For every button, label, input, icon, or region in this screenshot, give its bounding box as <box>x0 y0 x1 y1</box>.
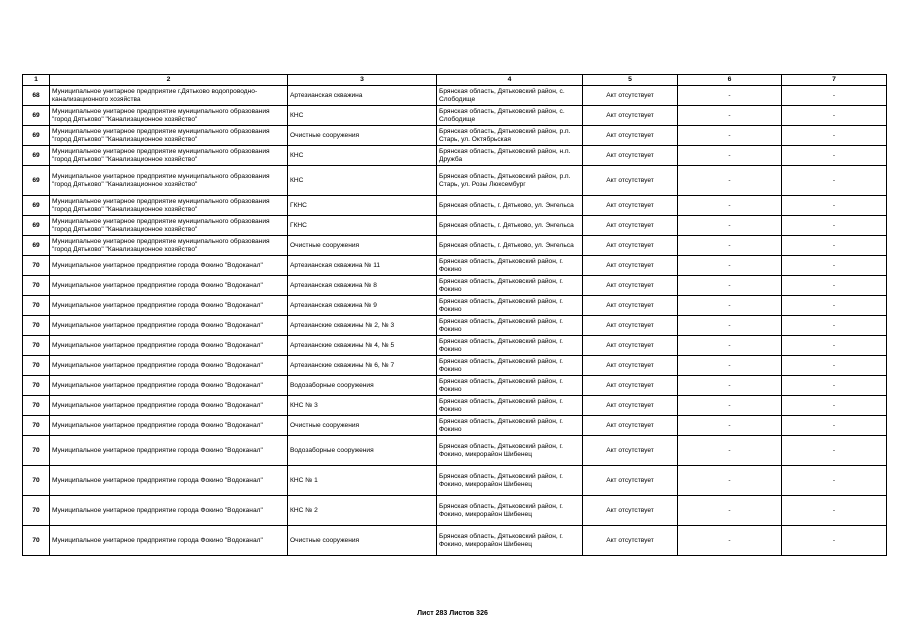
col7-value: - <box>782 436 887 466</box>
object-address: Брянская область, Дятьковский район, г. Фокино <box>437 336 583 356</box>
act-status: Акт отсутствует <box>583 376 678 396</box>
act-status: Акт отсутствует <box>583 496 678 526</box>
object-address: Брянская область, г. Дятьково, ул. Энгельса <box>437 216 583 236</box>
organization-name: Муниципальное унитарное предприятие города Фокино "Водоканал" <box>50 416 288 436</box>
object-name: ГКНС <box>288 216 437 236</box>
col6-value: - <box>678 376 782 396</box>
col7-value: - <box>782 316 887 336</box>
organization-name: Муниципальное унитарное предприятие муниципального образования "город Дятьково" "Канализационное хозяйство" <box>50 236 288 256</box>
object-address: Брянская область, Дятьковский район, с. Слободище <box>437 106 583 126</box>
organization-name: Муниципальное унитарное предприятие города Фокино "Водоканал" <box>50 436 288 466</box>
row-number: 70 <box>23 416 50 436</box>
object-name: Артезианская скважина <box>288 86 437 106</box>
row-number: 69 <box>23 126 50 146</box>
object-name: Очистные сооружения <box>288 526 437 556</box>
col6-value: - <box>678 196 782 216</box>
row-number: 70 <box>23 256 50 276</box>
row-number: 69 <box>23 216 50 236</box>
table-row <box>23 296 887 316</box>
col6-value: - <box>678 336 782 356</box>
table-row <box>23 356 887 376</box>
object-name: Артезианская скважина № 9 <box>288 296 437 316</box>
act-status: Акт отсутствует <box>583 436 678 466</box>
organization-name: Муниципальное унитарное предприятие города Фокино "Водоканал" <box>50 336 288 356</box>
object-name: КНС <box>288 146 437 166</box>
act-status: Акт отсутствует <box>583 256 678 276</box>
object-name: Очистные сооружения <box>288 236 437 256</box>
object-address: Брянская область, Дятьковский район, р.п. Старь, ул. Розы Люксембург <box>437 166 583 196</box>
table-row <box>23 416 887 436</box>
organization-name: Муниципальное унитарное предприятие города Фокино "Водоканал" <box>50 526 288 556</box>
col6-value: - <box>678 166 782 196</box>
row-number: 69 <box>23 236 50 256</box>
organization-name: Муниципальное унитарное предприятие муниципального образования "город Дятьково" "Канализационное хозяйство" <box>50 106 288 126</box>
row-number: 69 <box>23 166 50 196</box>
col7-value: - <box>782 256 887 276</box>
object-name: Очистные сооружения <box>288 126 437 146</box>
table-row <box>23 146 887 166</box>
row-number: 69 <box>23 106 50 126</box>
object-name: Артезианские скважины № 2, № 3 <box>288 316 437 336</box>
row-number: 70 <box>23 316 50 336</box>
table-row <box>23 466 887 496</box>
header-row <box>23 75 887 86</box>
object-address: Брянская область, Дятьковский район, г. Фокино <box>437 296 583 316</box>
table-row <box>23 336 887 356</box>
row-number: 70 <box>23 276 50 296</box>
object-address: Брянская область, Дятьковский район, г. Фокино, микрорайон Шибенец <box>437 436 583 466</box>
header-col-6: 6 <box>678 75 782 86</box>
organization-name: Муниципальное унитарное предприятие муниципального образования "город Дятьково" "Канализационное хозяйство" <box>50 166 288 196</box>
col6-value: - <box>678 146 782 166</box>
row-number: 69 <box>23 196 50 216</box>
col7-value: - <box>782 496 887 526</box>
header-col-4: 4 <box>437 75 583 86</box>
col6-value: - <box>678 356 782 376</box>
object-name: Очистные сооружения <box>288 416 437 436</box>
object-address: Брянская область, Дятьковский район, г. Фокино, микрорайон Шибенец <box>437 466 583 496</box>
col7-value: - <box>782 526 887 556</box>
col6-value: - <box>678 106 782 126</box>
row-number: 70 <box>23 356 50 376</box>
table-row <box>23 436 887 466</box>
page-footer: Лист 283 Листов 326 <box>417 610 488 617</box>
table-row <box>23 496 887 526</box>
col7-value: - <box>782 356 887 376</box>
table-row <box>23 316 887 336</box>
col7-value: - <box>782 106 887 126</box>
row-number: 70 <box>23 466 50 496</box>
table-row <box>23 526 887 556</box>
act-status: Акт отсутствует <box>583 216 678 236</box>
table-row <box>23 126 887 146</box>
table-row <box>23 86 887 106</box>
col6-value: - <box>678 496 782 526</box>
table-row <box>23 276 887 296</box>
act-status: Акт отсутствует <box>583 146 678 166</box>
col7-value: - <box>782 416 887 436</box>
table-row <box>23 236 887 256</box>
table-row <box>23 256 887 276</box>
object-name: КНС № 1 <box>288 466 437 496</box>
col6-value: - <box>678 316 782 336</box>
table-row <box>23 396 887 416</box>
col6-value: - <box>678 236 782 256</box>
act-status: Акт отсутствует <box>583 126 678 146</box>
col7-value: - <box>782 166 887 196</box>
organization-name: Муниципальное унитарное предприятие города Фокино "Водоканал" <box>50 396 288 416</box>
object-address: Брянская область, Дятьковский район, р.п. Старь, ул. Октябрьская <box>437 126 583 146</box>
row-number: 69 <box>23 146 50 166</box>
row-number: 70 <box>23 496 50 526</box>
organization-name: Муниципальное унитарное предприятие г.Дятьково водопроводно-канализационного хозяйства <box>50 86 288 106</box>
act-status: Акт отсутствует <box>583 166 678 196</box>
object-name: КНС <box>288 106 437 126</box>
col6-value: - <box>678 436 782 466</box>
row-number: 68 <box>23 86 50 106</box>
col6-value: - <box>678 256 782 276</box>
table-row <box>23 196 887 216</box>
object-address: Брянская область, г. Дятьково, ул. Энгельса <box>437 196 583 216</box>
table-row <box>23 166 887 196</box>
act-status: Акт отсутствует <box>583 336 678 356</box>
object-name: КНС <box>288 166 437 196</box>
act-status: Акт отсутствует <box>583 106 678 126</box>
col7-value: - <box>782 146 887 166</box>
act-status: Акт отсутствует <box>583 466 678 496</box>
object-address: Брянская область, Дятьковский район, г. Фокино <box>437 416 583 436</box>
row-number: 70 <box>23 296 50 316</box>
object-address: Брянская область, Дятьковский район, г. Фокино <box>437 396 583 416</box>
object-address: Брянская область, Дятьковский район, г. Фокино <box>437 276 583 296</box>
object-name: Артезианская скважина № 11 <box>288 256 437 276</box>
organization-name: Муниципальное унитарное предприятие города Фокино "Водоканал" <box>50 276 288 296</box>
act-status: Акт отсутствует <box>583 296 678 316</box>
col7-value: - <box>782 236 887 256</box>
header-col-7: 7 <box>782 75 887 86</box>
col7-value: - <box>782 396 887 416</box>
table-row <box>23 106 887 126</box>
table-row <box>23 216 887 236</box>
row-number: 70 <box>23 526 50 556</box>
col6-value: - <box>678 526 782 556</box>
row-number: 70 <box>23 436 50 466</box>
header-col-1: 1 <box>23 75 50 86</box>
col6-value: - <box>678 416 782 436</box>
organization-name: Муниципальное унитарное предприятие муниципального образования "город Дятьково" "Канализационное хозяйство" <box>50 126 288 146</box>
organization-name: Муниципальное унитарное предприятие города Фокино "Водоканал" <box>50 316 288 336</box>
organization-name: Муниципальное унитарное предприятие города Фокино "Водоканал" <box>50 296 288 316</box>
act-status: Акт отсутствует <box>583 416 678 436</box>
act-status: Акт отсутствует <box>583 196 678 216</box>
col7-value: - <box>782 336 887 356</box>
organization-name: Муниципальное унитарное предприятие города Фокино "Водоканал" <box>50 466 288 496</box>
organization-name: Муниципальное унитарное предприятие муниципального образования "город Дятьково" "Канализационное хозяйство" <box>50 146 288 166</box>
table-row <box>23 376 887 396</box>
object-address: Брянская область, г. Дятьково, ул. Энгельса <box>437 236 583 256</box>
act-status: Акт отсутствует <box>583 316 678 336</box>
col7-value: - <box>782 216 887 236</box>
col6-value: - <box>678 126 782 146</box>
registry-table <box>22 74 887 556</box>
act-status: Акт отсутствует <box>583 356 678 376</box>
object-address: Брянская область, Дятьковский район, г. Фокино <box>437 356 583 376</box>
row-number: 70 <box>23 396 50 416</box>
col6-value: - <box>678 276 782 296</box>
col6-value: - <box>678 86 782 106</box>
organization-name: Муниципальное унитарное предприятие города Фокино "Водоканал" <box>50 496 288 526</box>
object-name: Водозаборные сооружения <box>288 376 437 396</box>
act-status: Акт отсутствует <box>583 236 678 256</box>
header-col-5: 5 <box>583 75 678 86</box>
header-col-2: 2 <box>50 75 288 86</box>
object-address: Брянская область, Дятьковский район, н.п. Дружба <box>437 146 583 166</box>
object-address: Брянская область, Дятьковский район, с. Слободище <box>437 86 583 106</box>
col7-value: - <box>782 466 887 496</box>
object-name: КНС № 2 <box>288 496 437 526</box>
row-number: 70 <box>23 336 50 356</box>
object-address: Брянская область, Дятьковский район, г. Фокино, микрорайон Шибенец <box>437 496 583 526</box>
col7-value: - <box>782 126 887 146</box>
act-status: Акт отсутствует <box>583 276 678 296</box>
header-col-3: 3 <box>288 75 437 86</box>
object-name: Артезианские скважины № 4, № 5 <box>288 336 437 356</box>
row-number: 70 <box>23 376 50 396</box>
col6-value: - <box>678 396 782 416</box>
col7-value: - <box>782 376 887 396</box>
organization-name: Муниципальное унитарное предприятие города Фокино "Водоканал" <box>50 256 288 276</box>
organization-name: Муниципальное унитарное предприятие муниципального образования "город Дятьково" "Канализационное хозяйство" <box>50 216 288 236</box>
object-address: Брянская область, Дятьковский район, г. Фокино, микрорайон Шибенец <box>437 526 583 556</box>
object-address: Брянская область, Дятьковский район, г. Фокино <box>437 256 583 276</box>
act-status: Акт отсутствует <box>583 86 678 106</box>
object-address: Брянская область, Дятьковский район, г. Фокино <box>437 376 583 396</box>
organization-name: Муниципальное унитарное предприятие города Фокино "Водоканал" <box>50 376 288 396</box>
organization-name: Муниципальное унитарное предприятие города Фокино "Водоканал" <box>50 356 288 376</box>
col7-value: - <box>782 196 887 216</box>
col7-value: - <box>782 296 887 316</box>
col6-value: - <box>678 466 782 496</box>
object-name: ГКНС <box>288 196 437 216</box>
object-name: КНС № 3 <box>288 396 437 416</box>
object-name: Артезианская скважина № 8 <box>288 276 437 296</box>
act-status: Акт отсутствует <box>583 396 678 416</box>
col6-value: - <box>678 296 782 316</box>
col7-value: - <box>782 276 887 296</box>
organization-name: Муниципальное унитарное предприятие муниципального образования "город Дятьково" "Канализационное хозяйство" <box>50 196 288 216</box>
col6-value: - <box>678 216 782 236</box>
act-status: Акт отсутствует <box>583 526 678 556</box>
object-name: Артезианские скважины № 6, № 7 <box>288 356 437 376</box>
object-address: Брянская область, Дятьковский район, г. Фокино <box>437 316 583 336</box>
col7-value: - <box>782 86 887 106</box>
object-name: Водозаборные сооружения <box>288 436 437 466</box>
